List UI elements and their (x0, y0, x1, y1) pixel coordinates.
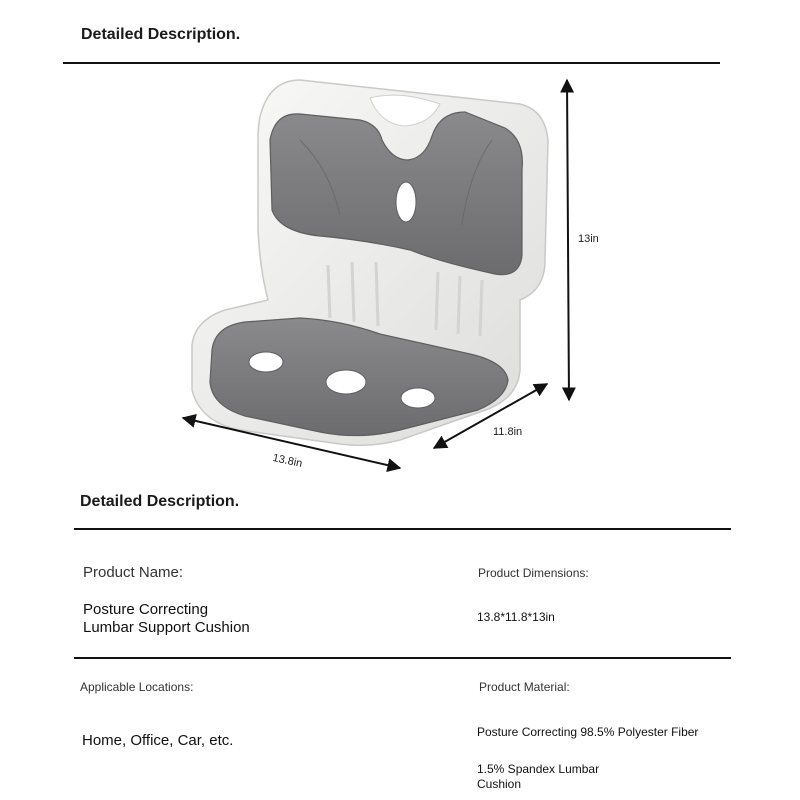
product-dimensions-label: Product Dimensions: (478, 566, 589, 580)
applicable-locations-value: Home, Office, Car, etc. (82, 732, 234, 749)
top-section-title: Detailed Description. (81, 26, 241, 43)
product-material-label: Product Material: (479, 680, 570, 694)
product-dimensions-value: 13.8*11.8*13in (477, 610, 555, 624)
product-name-label: Product Name: (83, 564, 184, 581)
depth-label: 11.8in (493, 426, 523, 438)
details-section-title: Detailed Description. (80, 493, 240, 510)
product-name-line2: Lumbar Support Cushion (83, 619, 250, 636)
row-divider (74, 657, 731, 659)
height-arrow (567, 80, 569, 400)
height-label: 13in (578, 233, 599, 245)
product-material-line1: Posture Correcting 98.5% Polyester Fiber (477, 725, 699, 739)
product-material-line3: Cushion (477, 777, 522, 791)
width-label: 13.8in (271, 452, 304, 470)
product-material-line2-block (477, 762, 599, 792)
product-name-line1: Posture Correcting (83, 601, 209, 618)
product-material-line2: 1.5% Spandex Lumbar (477, 762, 600, 776)
product-name-value (83, 601, 250, 637)
details-divider (74, 528, 731, 530)
applicable-locations-label: Applicable Locations: (80, 680, 194, 694)
